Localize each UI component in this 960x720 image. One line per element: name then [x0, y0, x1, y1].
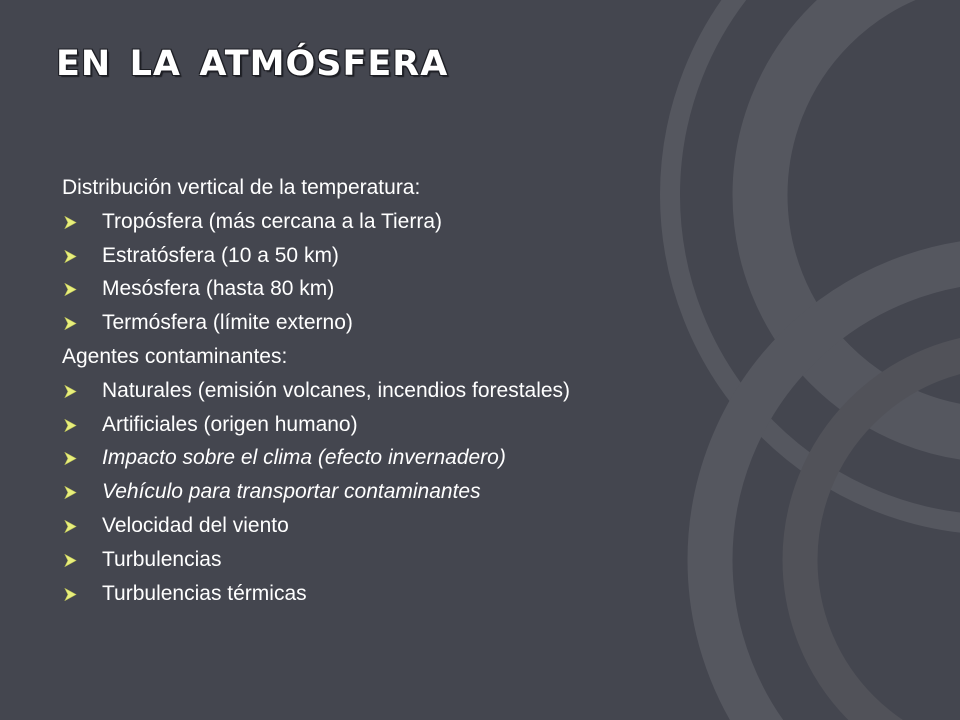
bullet-text: Termósfera (límite externo): [102, 311, 353, 335]
section-heading: [62, 340, 922, 374]
bullet-item: [62, 374, 922, 408]
bullet-item: [62, 441, 922, 475]
bullet-item: [62, 272, 922, 306]
heading-text: Distribución vertical de la temperatura:: [62, 176, 421, 199]
arrow-bullet-icon: [64, 588, 77, 601]
bullet-text: Estratósfera (10 a 50 km): [102, 243, 339, 267]
section-heading: [62, 171, 922, 205]
bullet-item: [62, 577, 922, 611]
bullet-text: Turbulencias térmicas: [102, 581, 307, 605]
bullet-text: Impacto sobre el clima (efecto invernadero): [102, 446, 506, 470]
arrow-bullet-icon: [64, 486, 77, 499]
bullet-text: Naturales (emisión volcanes, incendios forestales): [102, 378, 571, 402]
slide-content: [62, 171, 922, 610]
bullet-item: [62, 509, 922, 543]
bullet-text: Artificiales (origen humano): [102, 412, 358, 436]
arrow-bullet-icon: [64, 554, 77, 567]
slide-title: en la atmósfera: [56, 29, 449, 87]
bullet-item: [62, 306, 922, 340]
arrow-bullet-icon: [64, 317, 77, 330]
bullet-item: [62, 239, 922, 273]
heading-text: Agentes contaminantes:: [62, 344, 288, 368]
arrow-bullet-icon: [64, 452, 77, 465]
bullet-text: Velocidad del viento: [102, 513, 289, 537]
bullet-item: [62, 543, 922, 577]
arrow-bullet-icon: [64, 385, 77, 398]
bullet-text: Tropósfera (más cercana a la Tierra): [102, 209, 443, 233]
bullet-item: [62, 475, 922, 509]
bullet-item: [62, 408, 922, 442]
bullet-text: Mesósfera (hasta 80 km): [102, 277, 335, 301]
arrow-bullet-icon: [64, 419, 77, 432]
bullet-item: [62, 205, 922, 239]
bullet-text: Turbulencias: [102, 547, 222, 571]
arrow-bullet-icon: [64, 283, 77, 296]
arrow-bullet-icon: [64, 216, 77, 229]
arrow-bullet-icon: [64, 250, 77, 263]
bullet-text: Vehículo para transportar contaminantes: [102, 480, 481, 504]
arrow-bullet-icon: [64, 520, 77, 533]
